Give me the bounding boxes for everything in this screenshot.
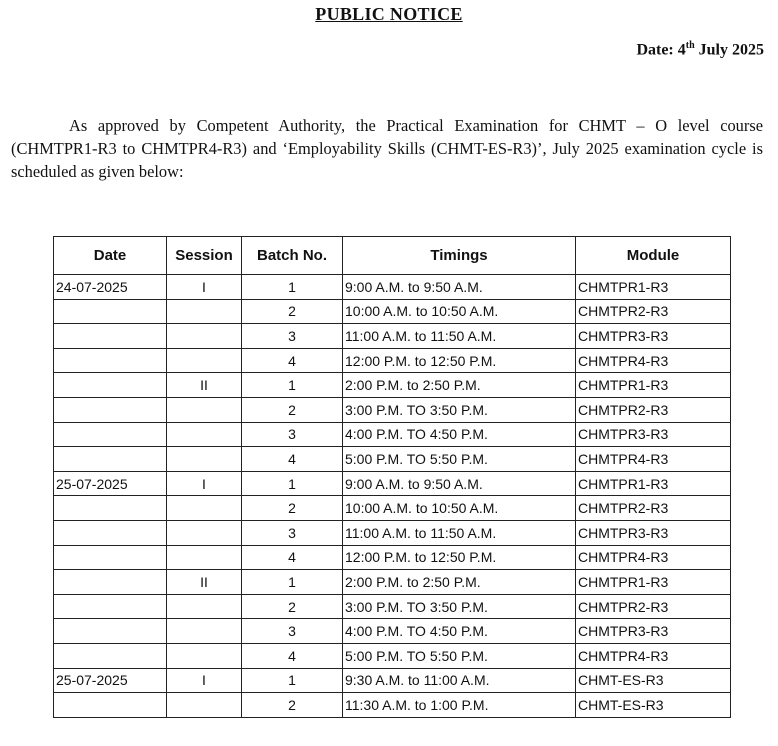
cell-session	[167, 594, 242, 619]
cell-date: 25-07-2025	[54, 668, 167, 693]
cell-date	[54, 348, 167, 373]
notice-title-text: PUBLIC NOTICE	[315, 4, 463, 24]
cell-timings: 2:00 P.M. to 2:50 P.M.	[343, 373, 576, 398]
header-module: Module	[576, 237, 731, 275]
cell-timings: 11:00 A.M. to 11:50 A.M.	[343, 520, 576, 545]
cell-batch: 1	[242, 668, 343, 693]
cell-batch: 2	[242, 299, 343, 324]
cell-date	[54, 299, 167, 324]
table-row	[54, 643, 731, 668]
table-row	[54, 520, 731, 545]
cell-batch: 4	[242, 643, 343, 668]
cell-module: CHMTPR4-R3	[576, 545, 731, 570]
notice-paragraph	[11, 114, 763, 183]
schedule-body	[54, 275, 731, 718]
cell-timings: 12:00 P.M. to 12:50 P.M.	[343, 348, 576, 373]
cell-session: I	[167, 275, 242, 300]
cell-timings: 11:00 A.M. to 11:50 A.M.	[343, 324, 576, 349]
cell-batch: 4	[242, 545, 343, 570]
cell-module: CHMTPR1-R3	[576, 570, 731, 595]
date-superscript: th	[685, 40, 695, 51]
header-batch: Batch No.	[242, 237, 343, 275]
cell-module: CHMTPR3-R3	[576, 619, 731, 644]
cell-date	[54, 570, 167, 595]
header-timings: Timings	[343, 237, 576, 275]
cell-timings: 3:00 P.M. TO 3:50 P.M.	[343, 397, 576, 422]
table-row	[54, 422, 731, 447]
header-date: Date	[54, 237, 167, 275]
cell-date	[54, 619, 167, 644]
cell-module: CHMTPR2-R3	[576, 397, 731, 422]
cell-module: CHMTPR3-R3	[576, 520, 731, 545]
notice-paragraph-text: As approved by Competent Authority, the Practical Examination for CHMT – O level course (CHMTPR1-R3 to CHMTPR4-R3) and ‘Employability Skills (CHMT-ES-R3)’, July 2025 examination cycle is scheduled as given below:	[11, 116, 763, 181]
cell-timings: 4:00 P.M. TO 4:50 P.M.	[343, 619, 576, 644]
schedule-header-row	[54, 237, 731, 275]
cell-session: II	[167, 570, 242, 595]
table-row	[54, 496, 731, 521]
cell-session	[167, 422, 242, 447]
cell-module: CHMT-ES-R3	[576, 668, 731, 693]
header-session: Session	[167, 237, 242, 275]
cell-timings: 10:00 A.M. to 10:50 A.M.	[343, 299, 576, 324]
cell-session	[167, 496, 242, 521]
cell-timings: 10:00 A.M. to 10:50 A.M.	[343, 496, 576, 521]
cell-module: CHMTPR1-R3	[576, 471, 731, 496]
cell-session	[167, 619, 242, 644]
cell-batch: 2	[242, 594, 343, 619]
cell-module: CHMTPR4-R3	[576, 447, 731, 472]
cell-date	[54, 373, 167, 398]
table-row	[54, 324, 731, 349]
cell-module: CHMTPR2-R3	[576, 594, 731, 619]
table-row	[54, 570, 731, 595]
cell-session	[167, 693, 242, 718]
cell-date	[54, 422, 167, 447]
cell-date: 24-07-2025	[54, 275, 167, 300]
cell-timings: 5:00 P.M. TO 5:50 P.M.	[343, 447, 576, 472]
table-row	[54, 594, 731, 619]
cell-session	[167, 324, 242, 349]
cell-session	[167, 447, 242, 472]
cell-timings: 9:00 A.M. to 9:50 A.M.	[343, 275, 576, 300]
table-row	[54, 299, 731, 324]
cell-date	[54, 545, 167, 570]
cell-session: I	[167, 668, 242, 693]
cell-module: CHMTPR4-R3	[576, 643, 731, 668]
notice-title	[0, 4, 778, 25]
table-row	[54, 471, 731, 496]
table-row	[54, 373, 731, 398]
cell-date	[54, 496, 167, 521]
date-suffix: July 2025	[694, 41, 764, 59]
cell-date	[54, 447, 167, 472]
cell-batch: 2	[242, 693, 343, 718]
cell-session: I	[167, 471, 242, 496]
cell-session	[167, 545, 242, 570]
cell-session	[167, 397, 242, 422]
table-row	[54, 275, 731, 300]
cell-date	[54, 397, 167, 422]
cell-batch: 4	[242, 348, 343, 373]
cell-timings: 11:30 A.M. to 1:00 P.M.	[343, 693, 576, 718]
cell-timings: 3:00 P.M. TO 3:50 P.M.	[343, 594, 576, 619]
table-row	[54, 693, 731, 718]
cell-batch: 4	[242, 447, 343, 472]
cell-batch: 1	[242, 373, 343, 398]
cell-module: CHMTPR2-R3	[576, 496, 731, 521]
cell-module: CHMTPR3-R3	[576, 422, 731, 447]
cell-batch: 3	[242, 520, 343, 545]
cell-batch: 1	[242, 275, 343, 300]
table-row	[54, 619, 731, 644]
cell-module: CHMTPR1-R3	[576, 373, 731, 398]
cell-timings: 4:00 P.M. TO 4:50 P.M.	[343, 422, 576, 447]
cell-timings: 9:00 A.M. to 9:50 A.M.	[343, 471, 576, 496]
cell-timings: 5:00 P.M. TO 5:50 P.M.	[343, 643, 576, 668]
cell-session	[167, 643, 242, 668]
schedule-table	[53, 236, 731, 718]
cell-batch: 3	[242, 422, 343, 447]
cell-module: CHMTPR3-R3	[576, 324, 731, 349]
cell-module: CHMT-ES-R3	[576, 693, 731, 718]
table-row	[54, 348, 731, 373]
cell-date	[54, 693, 167, 718]
cell-session: II	[167, 373, 242, 398]
table-row	[54, 397, 731, 422]
cell-session	[167, 299, 242, 324]
cell-module: CHMTPR2-R3	[576, 299, 731, 324]
cell-timings: 2:00 P.M. to 2:50 P.M.	[343, 570, 576, 595]
cell-module: CHMTPR1-R3	[576, 275, 731, 300]
cell-batch: 1	[242, 570, 343, 595]
cell-session	[167, 348, 242, 373]
cell-date	[54, 520, 167, 545]
cell-date	[54, 594, 167, 619]
table-row	[54, 447, 731, 472]
cell-date	[54, 324, 167, 349]
notice-date	[636, 40, 764, 59]
date-prefix: Date: 4	[636, 41, 686, 59]
cell-batch: 3	[242, 619, 343, 644]
cell-date	[54, 643, 167, 668]
cell-module: CHMTPR4-R3	[576, 348, 731, 373]
cell-batch: 1	[242, 471, 343, 496]
cell-session	[167, 520, 242, 545]
cell-date: 25-07-2025	[54, 471, 167, 496]
cell-batch: 3	[242, 324, 343, 349]
cell-timings: 9:30 A.M. to 11:00 A.M.	[343, 668, 576, 693]
table-row	[54, 545, 731, 570]
cell-batch: 2	[242, 496, 343, 521]
table-row	[54, 668, 731, 693]
cell-timings: 12:00 P.M. to 12:50 P.M.	[343, 545, 576, 570]
cell-batch: 2	[242, 397, 343, 422]
